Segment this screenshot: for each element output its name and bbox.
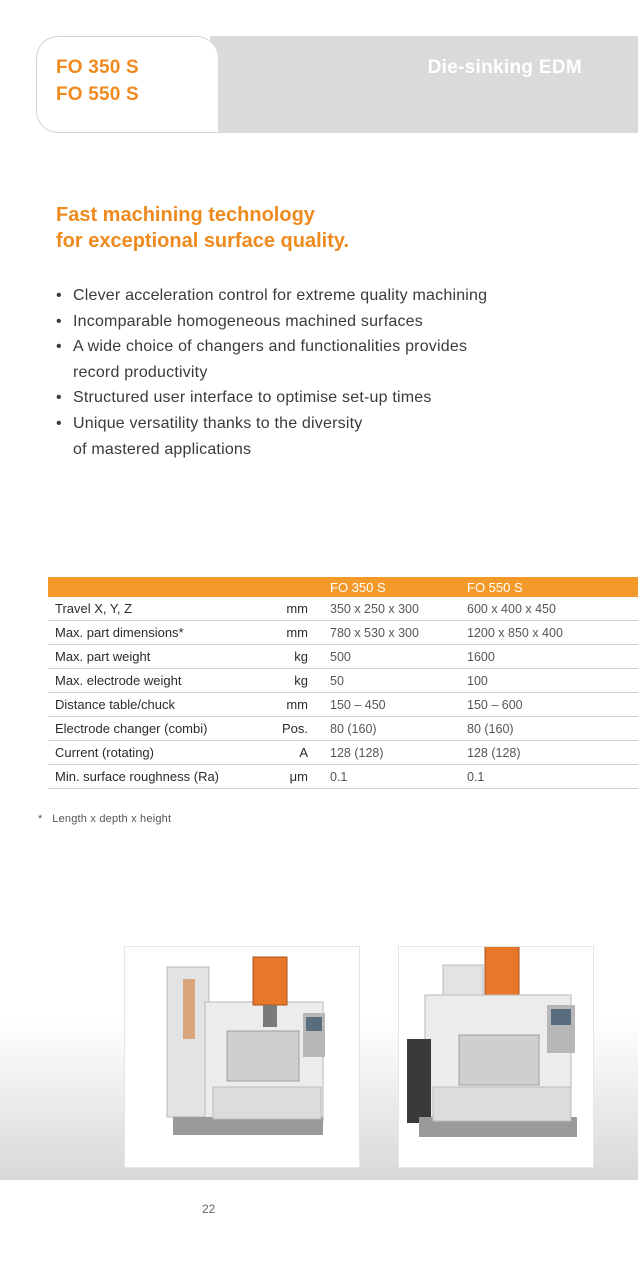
spec-label: Travel X, Y, Z [48, 597, 263, 621]
table-row [48, 765, 638, 789]
spec-unit: kg [263, 645, 312, 669]
spec-value-fo350: 350 x 250 x 300 [312, 597, 449, 621]
bullet-icon: • [56, 338, 62, 356]
machine-illustration-fo550 [399, 947, 595, 1169]
spec-label: Max. electrode weight [48, 669, 263, 693]
spec-unit: A [263, 741, 312, 765]
feature-item [56, 309, 616, 335]
machine-illustration-fo350 [125, 947, 361, 1169]
page-number: 22 [202, 1202, 216, 1216]
spec-value-fo350: 780 x 530 x 300 [312, 621, 449, 645]
spec-value-fo550: 1600 [449, 645, 638, 669]
machine-photo-fo350 [124, 946, 360, 1168]
table-row [48, 621, 638, 645]
machine-photo-fo550 [398, 946, 594, 1168]
spec-value-fo350: 50 [312, 669, 449, 693]
spec-unit: μm [263, 765, 312, 789]
spec-unit: mm [263, 693, 312, 717]
table-row [48, 717, 638, 741]
feature-list [56, 283, 616, 462]
feature-text: Unique versatility thanks to the diversity [73, 414, 363, 432]
spec-unit: mm [263, 621, 312, 645]
footnote-mark: * [38, 813, 43, 825]
spec-label: Max. part weight [48, 645, 263, 669]
feature-text: Incomparable homogeneous machined surfaces [73, 312, 423, 330]
table-header-row [48, 577, 638, 597]
spec-unit: Pos. [263, 717, 312, 741]
feature-item [56, 411, 616, 462]
bullet-icon: • [56, 389, 62, 407]
spec-value-fo350: 150 – 450 [312, 693, 449, 717]
spec-value-fo550: 80 (160) [449, 717, 638, 741]
spec-value-fo550: 100 [449, 669, 638, 693]
table-row [48, 597, 638, 621]
headline-line-1: Fast machining technology [56, 204, 315, 226]
feature-item [56, 334, 616, 385]
table-row [48, 645, 638, 669]
table-header-fo550: FO 550 S [449, 577, 638, 597]
spec-value-fo350: 128 (128) [312, 741, 449, 765]
spec-value-fo550: 600 x 400 x 450 [449, 597, 638, 621]
spec-value-fo550: 128 (128) [449, 741, 638, 765]
model-name-350: FO 350 S [56, 57, 139, 78]
spec-unit: kg [263, 669, 312, 693]
bullet-icon: • [56, 414, 62, 432]
spec-label: Max. part dimensions* [48, 621, 263, 645]
footnote [38, 813, 171, 825]
bullet-icon: • [56, 287, 62, 304]
header-bar [210, 36, 638, 133]
table-header-unit [263, 577, 312, 597]
spec-label: Min. surface roughness (Ra) [48, 765, 263, 789]
spec-unit: mm [263, 597, 312, 621]
table-row [48, 741, 638, 765]
feature-item [56, 385, 616, 411]
spec-value-fo550: 150 – 600 [449, 693, 638, 717]
bullet-icon: • [56, 312, 62, 330]
spec-value-fo350: 500 [312, 645, 449, 669]
model-name-550: FO 550 S [56, 84, 139, 105]
feature-text: A wide choice of changers and functionalities provides [73, 338, 468, 356]
table-row [48, 669, 638, 693]
spec-value-fo550: 1200 x 850 x 400 [449, 621, 638, 645]
spec-label: Distance table/chuck [48, 693, 263, 717]
feature-item [56, 283, 616, 309]
footnote-text: Length x depth x height [52, 813, 172, 825]
spec-label: Current (rotating) [48, 741, 263, 765]
table-header-blank [48, 577, 263, 597]
table-header-fo350: FO 350 S [312, 577, 449, 597]
spec-value-fo550: 0.1 [449, 765, 638, 789]
headline [56, 202, 576, 254]
table-row [48, 693, 638, 717]
section-title: Die-sinking EDM [427, 57, 582, 78]
specs-table [48, 577, 638, 789]
feature-text-continued: of mastered applications [73, 440, 252, 458]
feature-text: Structured user interface to optimise set-up times [73, 389, 432, 407]
headline-line-2: for exceptional surface quality. [56, 230, 350, 252]
spec-label: Electrode changer (combi) [48, 717, 263, 741]
feature-text: Clever acceleration control for extreme quality machining [73, 287, 488, 304]
spec-value-fo350: 80 (160) [312, 717, 449, 741]
spec-value-fo350: 0.1 [312, 765, 449, 789]
feature-text-continued: record productivity [73, 363, 208, 381]
